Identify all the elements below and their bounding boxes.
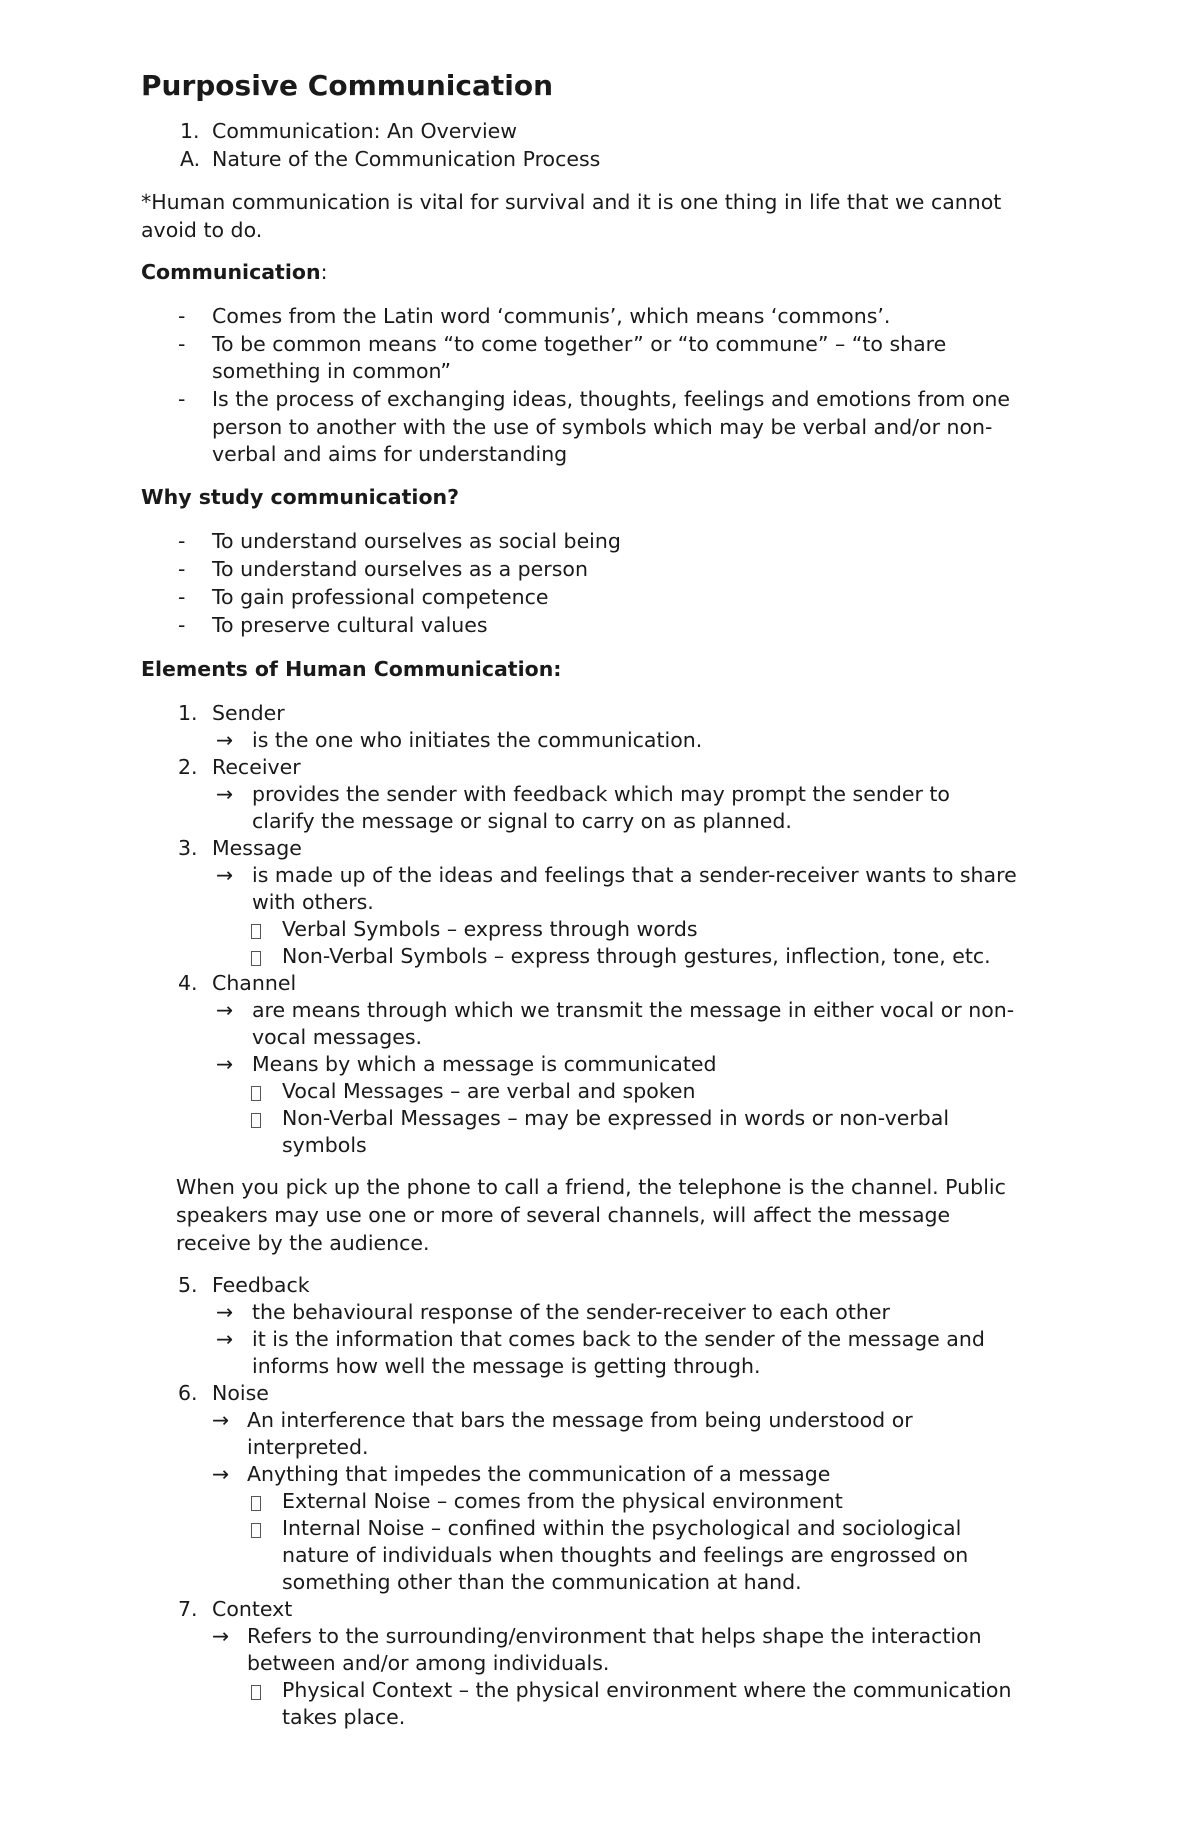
sub-bullet-text: Internal Noise – confined within the psychological and sociological: [282, 1516, 962, 1540]
outline-marker: A.: [180, 147, 201, 171]
sub-bullet-text: nature of individuals when thoughts and feelings are engrossed on: [282, 1543, 969, 1567]
sub-bullet-text: Physical Context – the physical environment where the communication: [282, 1678, 1012, 1702]
sub-bullet-text: takes place.: [282, 1705, 406, 1729]
sub-bullet-text: something other than the communication at hand.: [282, 1570, 802, 1594]
list-item-continuation: verbal and aims for understanding: [212, 442, 568, 466]
element-number: 7.: [178, 1597, 198, 1621]
sub-bullet-text: Verbal Symbols – express through words: [282, 917, 698, 941]
element-description: informs how well the message is getting through.: [252, 1354, 761, 1378]
element-name: Context: [212, 1597, 293, 1621]
outline-item: Nature of the Communication Process: [212, 147, 601, 171]
square-bullet-icon: [251, 924, 261, 939]
communication-heading-colon: :: [320, 260, 328, 284]
page-title: Purposive Communication: [141, 69, 554, 102]
element-name: Channel: [212, 971, 297, 995]
arrow-icon: →: [216, 1300, 234, 1324]
dash-bullet: -: [178, 529, 186, 553]
list-item: Comes from the Latin word ‘communis’, which means ‘commons’.: [212, 304, 891, 328]
communication-heading-text: Communication: [141, 260, 321, 284]
arrow-icon: →: [216, 1327, 234, 1351]
list-item: To understand ourselves as a person: [212, 557, 588, 581]
element-name: Feedback: [212, 1273, 310, 1297]
element-description: with others.: [252, 890, 374, 914]
arrow-icon: →: [216, 728, 234, 752]
sub-bullet-text: Non-Verbal Symbols – express through gestures, inflection, tone, etc.: [282, 944, 991, 968]
list-item: To be common means “to come together” or “to commune” – “to share: [212, 332, 947, 356]
element-description: Refers to the surrounding/environment that helps shape the interaction: [247, 1624, 982, 1648]
element-number: 5.: [178, 1273, 198, 1297]
element-description: are means through which we transmit the message in either vocal or non-: [252, 998, 1015, 1022]
arrow-icon: →: [216, 863, 234, 887]
outline-marker: 1.: [180, 119, 200, 143]
arrow-icon: →: [212, 1624, 230, 1648]
list-item: To understand ourselves as social being: [212, 529, 621, 553]
dash-bullet: -: [178, 585, 186, 609]
paragraph-line: When you pick up the phone to call a friend, the telephone is the channel. Public: [176, 1175, 1006, 1199]
sub-bullet-text: symbols: [282, 1133, 367, 1157]
element-number: 3.: [178, 836, 198, 860]
element-number: 2.: [178, 755, 198, 779]
element-name: Sender: [212, 701, 285, 725]
why-heading: Why study communication?: [141, 485, 460, 509]
element-number: 1.: [178, 701, 198, 725]
arrow-icon: →: [216, 998, 234, 1022]
list-item: Is the process of exchanging ideas, thoughts, feelings and emotions from one: [212, 387, 1011, 411]
arrow-icon: →: [212, 1408, 230, 1432]
element-description: interpreted.: [247, 1435, 369, 1459]
sub-bullet-text: External Noise – comes from the physical environment: [282, 1489, 843, 1513]
elements-heading: Elements of Human Communication:: [141, 657, 562, 681]
dash-bullet: -: [178, 332, 186, 356]
sub-bullet-text: Non-Verbal Messages – may be expressed in words or non-verbal: [282, 1106, 950, 1130]
square-bullet-icon: [251, 1113, 261, 1128]
element-description: An interference that bars the message from being understood or: [247, 1408, 913, 1432]
intro-line: *Human communication is vital for survival and it is one thing in life that we cannot: [141, 190, 1002, 214]
paragraph-line: receive by the audience.: [176, 1231, 430, 1255]
element-name: Receiver: [212, 755, 301, 779]
element-description: provides the sender with feedback which may prompt the sender to: [252, 782, 950, 806]
list-item-continuation: person to another with the use of symbols which may be verbal and/or non-: [212, 415, 993, 439]
arrow-icon: →: [216, 782, 234, 806]
element-description: Means by which a message is communicated: [252, 1052, 717, 1076]
element-name: Noise: [212, 1381, 269, 1405]
element-description: the behavioural response of the sender-receiver to each other: [252, 1300, 890, 1324]
dash-bullet: -: [178, 387, 186, 411]
list-item: To preserve cultural values: [212, 613, 488, 637]
dash-bullet: -: [178, 557, 186, 581]
element-description: Anything that impedes the communication of a message: [247, 1462, 831, 1486]
dash-bullet: -: [178, 613, 186, 637]
element-description: vocal messages.: [252, 1025, 423, 1049]
list-item: To gain professional competence: [212, 585, 549, 609]
list-item-continuation: something in common”: [212, 359, 452, 383]
square-bullet-icon: [251, 1086, 261, 1101]
element-description: clarify the message or signal to carry on as planned.: [252, 809, 792, 833]
element-number: 4.: [178, 971, 198, 995]
square-bullet-icon: [251, 1523, 261, 1538]
arrow-icon: →: [212, 1462, 230, 1486]
square-bullet-icon: [251, 951, 261, 966]
element-description: it is the information that comes back to the sender of the message and: [252, 1327, 985, 1351]
element-description: between and/or among individuals.: [247, 1651, 610, 1675]
outline-item: Communication: An Overview: [212, 119, 518, 143]
element-number: 6.: [178, 1381, 198, 1405]
communication-heading: [141, 259, 327, 286]
element-description: is made up of the ideas and feelings that a sender-receiver wants to share: [252, 863, 1017, 887]
sub-bullet-text: Vocal Messages – are verbal and spoken: [282, 1079, 696, 1103]
element-name: Message: [212, 836, 302, 860]
element-description: is the one who initiates the communication.: [252, 728, 703, 752]
square-bullet-icon: [251, 1685, 261, 1700]
paragraph-line: speakers may use one or more of several channels, will affect the message: [176, 1203, 951, 1227]
dash-bullet: -: [178, 304, 186, 328]
arrow-icon: →: [216, 1052, 234, 1076]
square-bullet-icon: [251, 1496, 261, 1511]
intro-line: avoid to do.: [141, 218, 263, 242]
